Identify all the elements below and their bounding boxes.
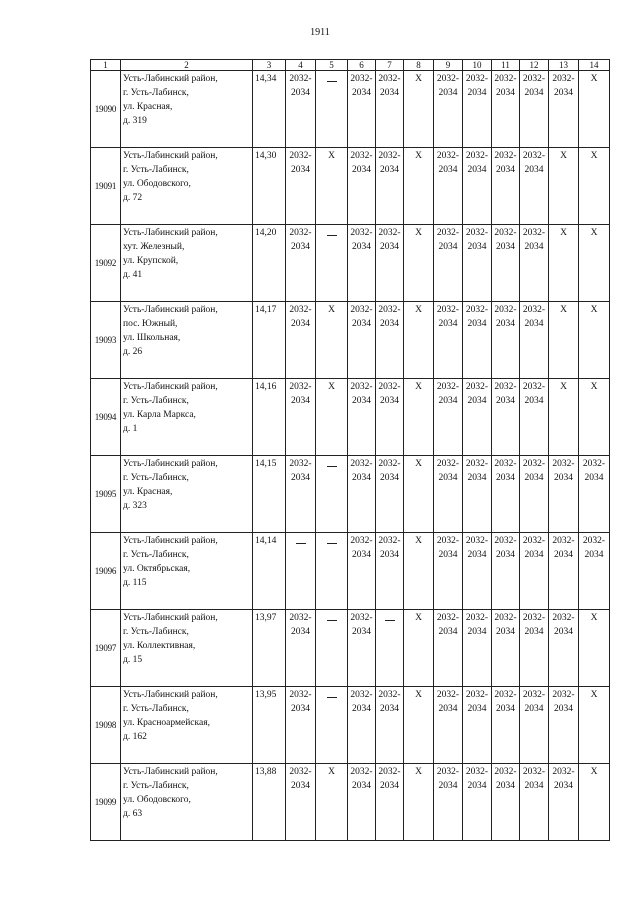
- area-value: 14,34: [253, 71, 286, 148]
- period-cell: 2032- 2034: [463, 71, 492, 148]
- dash-mark: [327, 235, 337, 236]
- period-cell: X: [579, 148, 610, 225]
- period-cell: 2032- 2034: [434, 764, 463, 841]
- row-number: 19095: [91, 456, 121, 533]
- period-cell: 2032- 2034: [463, 302, 492, 379]
- period-cell: 2032- 2034: [348, 610, 376, 687]
- period-cell: X: [549, 148, 579, 225]
- address-cell: [121, 456, 253, 533]
- period-cell: X: [579, 225, 610, 302]
- column-header: 4: [286, 60, 316, 71]
- period-cell: 2032- 2034: [492, 533, 520, 610]
- row-number: 19092: [91, 225, 121, 302]
- dash-mark: [385, 620, 395, 621]
- period-cell: 2032- 2034: [520, 71, 549, 148]
- table-row: [91, 764, 610, 841]
- period-cell: 2032- 2034: [286, 225, 316, 302]
- period-cell: 2032- 2034: [520, 456, 549, 533]
- page-number: 1911: [310, 27, 330, 38]
- address-line: д. 1: [123, 424, 138, 434]
- period-cell: 2032- 2034: [463, 379, 492, 456]
- period-cell: 2032- 2034: [492, 456, 520, 533]
- period-cell: 2032- 2034: [579, 456, 610, 533]
- address-line: ул. Ободовского,: [123, 179, 191, 189]
- address-line: г. Усть-Лабинск,: [123, 704, 189, 714]
- period-cell: 2032- 2034: [463, 148, 492, 225]
- area-value: 14,20: [253, 225, 286, 302]
- row-number: 19090: [91, 71, 121, 148]
- table-row: [91, 379, 610, 456]
- period-cell: 2032- 2034: [463, 456, 492, 533]
- period-cell: 2032- 2034: [286, 71, 316, 148]
- address-line: Усть-Лабинский район,: [123, 305, 218, 315]
- address-line: д. 63: [123, 809, 143, 819]
- period-cell: 2032- 2034: [463, 225, 492, 302]
- address-cell: [121, 687, 253, 764]
- period-cell: 2032- 2034: [376, 687, 404, 764]
- period-cell: 2032- 2034: [463, 610, 492, 687]
- area-value: 13,88: [253, 764, 286, 841]
- period-cell: 2032- 2034: [286, 379, 316, 456]
- period-cell: [316, 533, 348, 610]
- period-cell: X: [316, 302, 348, 379]
- period-cell: X: [549, 379, 579, 456]
- address-cell: [121, 379, 253, 456]
- address-line: ул. Красноармейская,: [123, 718, 210, 728]
- period-cell: 2032- 2034: [286, 148, 316, 225]
- period-cell: 2032- 2034: [348, 225, 376, 302]
- period-cell: 2032- 2034: [549, 610, 579, 687]
- column-header: 14: [579, 60, 610, 71]
- address-line: г. Усть-Лабинск,: [123, 88, 189, 98]
- address-cell: [121, 71, 253, 148]
- period-cell: X: [316, 148, 348, 225]
- period-cell: 2032- 2034: [492, 764, 520, 841]
- period-cell: X: [579, 71, 610, 148]
- address-line: Усть-Лабинский район,: [123, 382, 218, 392]
- period-cell: 2032- 2034: [549, 687, 579, 764]
- period-cell: 2032- 2034: [492, 610, 520, 687]
- address-line: д. 15: [123, 655, 143, 665]
- period-cell: 2032- 2034: [286, 687, 316, 764]
- period-cell: X: [579, 687, 610, 764]
- period-cell: X: [316, 379, 348, 456]
- register-table: [90, 59, 610, 841]
- period-cell: X: [316, 764, 348, 841]
- address-cell: [121, 764, 253, 841]
- address-line: ул. Ободовского,: [123, 795, 191, 805]
- address-cell: [121, 610, 253, 687]
- period-cell: [316, 687, 348, 764]
- address-line: ул. Октябрьская,: [123, 564, 191, 574]
- period-cell: 2032- 2034: [376, 148, 404, 225]
- area-value: 14,30: [253, 148, 286, 225]
- address-cell: [121, 225, 253, 302]
- period-cell: [316, 71, 348, 148]
- period-cell: X: [549, 302, 579, 379]
- address-line: Усть-Лабинский район,: [123, 613, 218, 623]
- period-cell: 2032- 2034: [463, 687, 492, 764]
- period-cell: 2032- 2034: [348, 379, 376, 456]
- period-cell: 2032- 2034: [520, 764, 549, 841]
- address-cell: [121, 148, 253, 225]
- address-line: д. 319: [123, 116, 147, 126]
- period-cell: X: [404, 148, 434, 225]
- period-cell: [376, 610, 404, 687]
- table-row: [91, 148, 610, 225]
- area-value: 14,17: [253, 302, 286, 379]
- period-cell: X: [404, 533, 434, 610]
- period-cell: 2032- 2034: [286, 456, 316, 533]
- period-cell: 2032- 2034: [434, 71, 463, 148]
- period-cell: 2032- 2034: [579, 533, 610, 610]
- address-line: д. 115: [123, 578, 147, 588]
- address-line: г. Усть-Лабинск,: [123, 473, 189, 483]
- area-value: 14,14: [253, 533, 286, 610]
- period-cell: 2032- 2034: [434, 302, 463, 379]
- address-line: ул. Коллективная,: [123, 641, 196, 651]
- period-cell: 2032- 2034: [434, 687, 463, 764]
- period-cell: 2032- 2034: [348, 687, 376, 764]
- period-cell: X: [404, 687, 434, 764]
- period-cell: 2032- 2034: [492, 379, 520, 456]
- period-cell: 2032- 2034: [549, 764, 579, 841]
- period-cell: 2032- 2034: [376, 456, 404, 533]
- period-cell: 2032- 2034: [520, 533, 549, 610]
- address-line: ул. Школьная,: [123, 333, 181, 343]
- column-header-row: [91, 60, 610, 71]
- table-row: [91, 71, 610, 148]
- column-header: 6: [348, 60, 376, 71]
- period-cell: 2032- 2034: [549, 71, 579, 148]
- row-number: 19098: [91, 687, 121, 764]
- address-line: Усть-Лабинский район,: [123, 228, 218, 238]
- period-cell: 2032- 2034: [376, 379, 404, 456]
- address-line: Усть-Лабинский район,: [123, 767, 218, 777]
- address-line: ул. Красная,: [123, 102, 173, 112]
- period-cell: 2032- 2034: [434, 456, 463, 533]
- area-value: 13,95: [253, 687, 286, 764]
- column-header: 12: [520, 60, 549, 71]
- period-cell: X: [404, 225, 434, 302]
- column-header: 2: [121, 60, 253, 71]
- address-line: д. 162: [123, 732, 147, 742]
- area-value: 14,16: [253, 379, 286, 456]
- period-cell: 2032- 2034: [348, 533, 376, 610]
- dash-mark: [327, 543, 337, 544]
- table-row: [91, 225, 610, 302]
- period-cell: 2032- 2034: [376, 533, 404, 610]
- period-cell: 2032- 2034: [434, 148, 463, 225]
- period-cell: 2032- 2034: [286, 302, 316, 379]
- period-cell: 2032- 2034: [492, 148, 520, 225]
- period-cell: X: [404, 610, 434, 687]
- period-cell: [286, 533, 316, 610]
- table-body: [91, 60, 610, 841]
- column-header: 5: [316, 60, 348, 71]
- column-header: 7: [376, 60, 404, 71]
- area-value: 13,97: [253, 610, 286, 687]
- period-cell: 2032- 2034: [348, 148, 376, 225]
- address-line: г. Усть-Лабинск,: [123, 165, 189, 175]
- period-cell: 2032- 2034: [492, 71, 520, 148]
- period-cell: 2032- 2034: [348, 764, 376, 841]
- period-cell: 2032- 2034: [348, 302, 376, 379]
- period-cell: 2032- 2034: [376, 302, 404, 379]
- period-cell: X: [579, 610, 610, 687]
- column-header: 3: [253, 60, 286, 71]
- row-number: 19097: [91, 610, 121, 687]
- period-cell: 2032- 2034: [492, 302, 520, 379]
- period-cell: [316, 225, 348, 302]
- row-number: 19099: [91, 764, 121, 841]
- address-cell: [121, 533, 253, 610]
- address-line: г. Усть-Лабинск,: [123, 781, 189, 791]
- period-cell: X: [404, 71, 434, 148]
- period-cell: X: [579, 302, 610, 379]
- period-cell: X: [579, 764, 610, 841]
- address-line: г. Усть-Лабинск,: [123, 550, 189, 560]
- period-cell: 2032- 2034: [520, 148, 549, 225]
- area-value: 14,15: [253, 456, 286, 533]
- column-header: 9: [434, 60, 463, 71]
- period-cell: X: [404, 764, 434, 841]
- period-cell: 2032- 2034: [434, 225, 463, 302]
- address-line: Усть-Лабинский район,: [123, 536, 218, 546]
- period-cell: 2032- 2034: [520, 379, 549, 456]
- period-cell: [316, 456, 348, 533]
- address-line: хут. Железный,: [123, 242, 185, 252]
- row-number: 19096: [91, 533, 121, 610]
- row-number: 19094: [91, 379, 121, 456]
- address-line: д. 26: [123, 347, 143, 357]
- address-line: ул. Карла Маркса,: [123, 410, 196, 420]
- period-cell: X: [404, 379, 434, 456]
- period-cell: 2032- 2034: [286, 764, 316, 841]
- period-cell: 2032- 2034: [434, 533, 463, 610]
- period-cell: 2032- 2034: [520, 610, 549, 687]
- address-line: Усть-Лабинский район,: [123, 74, 218, 84]
- column-header: 1: [91, 60, 121, 71]
- column-header: 13: [549, 60, 579, 71]
- address-line: д. 323: [123, 501, 147, 511]
- period-cell: 2032- 2034: [434, 379, 463, 456]
- period-cell: [316, 610, 348, 687]
- address-line: г. Усть-Лабинск,: [123, 627, 189, 637]
- table-row: [91, 687, 610, 764]
- period-cell: 2032- 2034: [549, 533, 579, 610]
- table-row: [91, 533, 610, 610]
- period-cell: 2032- 2034: [376, 225, 404, 302]
- period-cell: 2032- 2034: [549, 456, 579, 533]
- address-line: Усть-Лабинский район,: [123, 459, 218, 469]
- address-line: ул. Крупской,: [123, 256, 179, 266]
- period-cell: 2032- 2034: [463, 764, 492, 841]
- address-line: Усть-Лабинский район,: [123, 151, 218, 161]
- address-line: г. Усть-Лабинск,: [123, 396, 189, 406]
- period-cell: 2032- 2034: [348, 456, 376, 533]
- table-row: [91, 302, 610, 379]
- period-cell: 2032- 2034: [348, 71, 376, 148]
- period-cell: 2032- 2034: [520, 225, 549, 302]
- period-cell: X: [404, 302, 434, 379]
- period-cell: 2032- 2034: [286, 610, 316, 687]
- column-header: 8: [404, 60, 434, 71]
- dash-mark: [327, 697, 337, 698]
- dash-mark: [296, 543, 306, 544]
- address-line: Усть-Лабинский район,: [123, 690, 218, 700]
- period-cell: X: [404, 456, 434, 533]
- period-cell: 2032- 2034: [376, 764, 404, 841]
- period-cell: 2032- 2034: [520, 302, 549, 379]
- address-line: пос. Южный,: [123, 319, 178, 329]
- dash-mark: [327, 466, 337, 467]
- address-cell: [121, 302, 253, 379]
- period-cell: 2032- 2034: [520, 687, 549, 764]
- address-line: д. 72: [123, 193, 143, 203]
- period-cell: 2032- 2034: [463, 533, 492, 610]
- column-header: 10: [463, 60, 492, 71]
- address-line: ул. Красная,: [123, 487, 173, 497]
- period-cell: 2032- 2034: [492, 687, 520, 764]
- period-cell: 2032- 2034: [492, 225, 520, 302]
- row-number: 19091: [91, 148, 121, 225]
- row-number: 19093: [91, 302, 121, 379]
- period-cell: X: [579, 379, 610, 456]
- period-cell: X: [549, 225, 579, 302]
- address-line: д. 41: [123, 270, 143, 280]
- table-row: [91, 610, 610, 687]
- dash-mark: [327, 81, 337, 82]
- column-header: 11: [492, 60, 520, 71]
- dash-mark: [327, 620, 337, 621]
- period-cell: 2032- 2034: [376, 71, 404, 148]
- table-row: [91, 456, 610, 533]
- period-cell: 2032- 2034: [434, 610, 463, 687]
